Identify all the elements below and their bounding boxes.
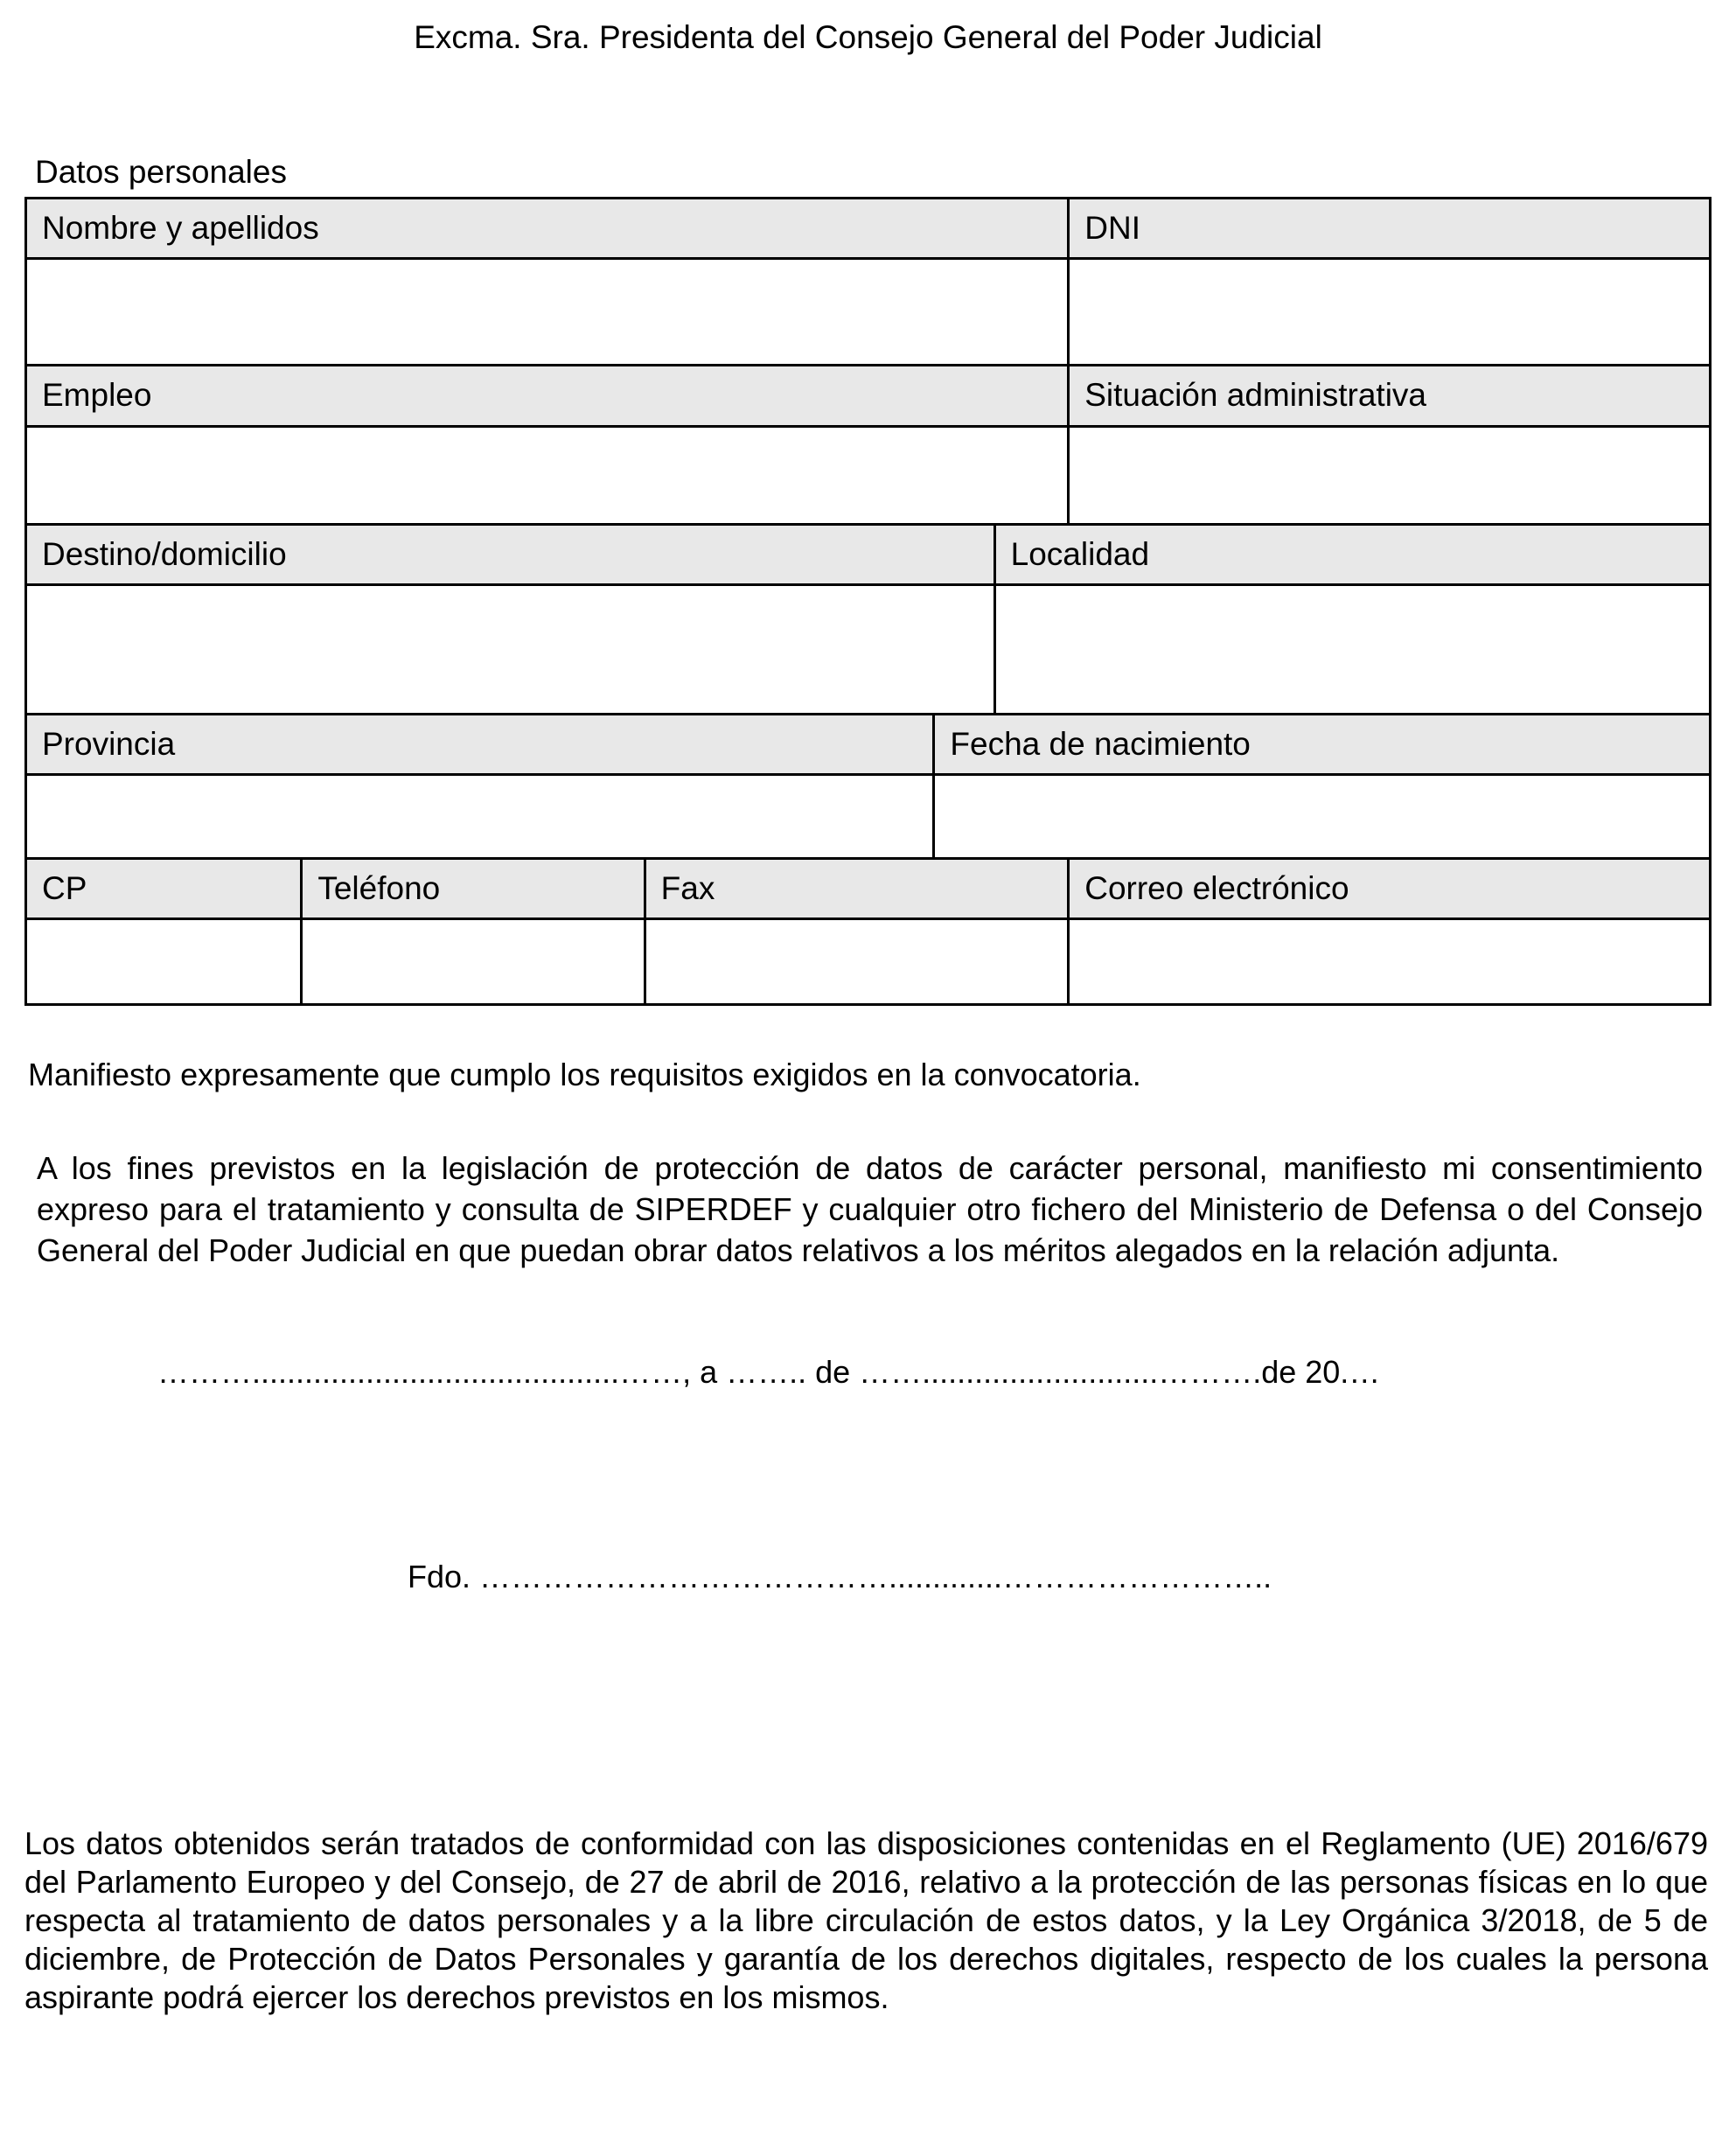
field-label-destino: Destino/domicilio [27,526,996,583]
table-row [27,918,1709,1003]
field-label-provincia: Provincia [27,715,935,773]
field-value-fecha-nacimiento[interactable] [935,776,1709,857]
field-value-situacion[interactable] [1070,428,1709,523]
field-value-empleo[interactable] [27,428,1070,523]
section-label-datos-personales: Datos personales [35,154,287,190]
document-title: Excma. Sra. Presidenta del Consejo General del Poder Judicial [414,19,1322,55]
field-label-empleo: Empleo [27,366,1070,424]
signature-line: Fdo. ………………………………….............…………………….. [408,1559,1272,1595]
table-row [27,425,1709,523]
table-row [27,583,1709,713]
field-label-situacion: Situación administrativa [1070,366,1709,424]
table-row [27,713,1709,773]
field-value-localidad[interactable] [996,586,1709,713]
declaration-consentimiento: A los fines previstos en la legislación de protección de datos de carácter personal, manifiesto mi consentimiento expreso para el tratamiento y consulta de SIPERDEF y cualquier otro fichero del Ministerio de Defensa o del Consejo General del Poder Judicial en que puedan obrar datos relativos a los méritos alegados en la relación adjunta. [37,1150,1703,1268]
field-label-fax: Fax [646,860,1070,918]
date-line: ………..........................................……, a …….. de ……...........................……….de 20.… [157,1354,1381,1391]
table-row [27,857,1709,918]
field-value-provincia[interactable] [27,776,935,857]
table-row [27,257,1709,364]
field-label-cp: CP [27,860,303,918]
privacy-notice: Los datos obtenidos serán tratados de conformidad con las disposiciones contenidas en el Reglamento (UE) 2016/679 del Parlamento Europeo y del Consejo, de 27 de abril de 2016, relativo a la protección de las personas físicas en lo que respecta al tratamiento de datos personales y a la libre circulación de estos datos, y la Ley Orgánica 3/2018, de 5 de diciembre, de Protección de Datos Personales y garantía de los derechos digitales, respecto de los cuales la persona aspirante podrá ejercer los derechos previstos en los mismos. [24,1825,1708,2016]
table-row [27,523,1709,583]
table-row [27,773,1709,857]
field-value-cp[interactable] [27,920,303,1003]
field-value-nombre[interactable] [27,260,1070,364]
personal-data-table [24,197,1712,1006]
table-row [27,364,1709,424]
field-label-fecha-nacimiento: Fecha de nacimiento [935,715,1709,773]
field-label-dni: DNI [1070,199,1709,257]
field-value-correo[interactable] [1070,920,1709,1003]
field-label-nombre: Nombre y apellidos [27,199,1070,257]
table-row [27,199,1709,257]
field-value-destino[interactable] [27,586,996,713]
field-label-correo: Correo electrónico [1070,860,1709,918]
field-label-telefono: Teléfono [303,860,645,918]
field-label-localidad: Localidad [996,526,1709,583]
field-value-telefono[interactable] [303,920,645,1003]
field-value-fax[interactable] [646,920,1070,1003]
field-value-dni[interactable] [1070,260,1709,364]
declaration-requisitos: Manifiesto expresamente que cumplo los requisitos exigidos en la convocatoria. [28,1057,1141,1093]
